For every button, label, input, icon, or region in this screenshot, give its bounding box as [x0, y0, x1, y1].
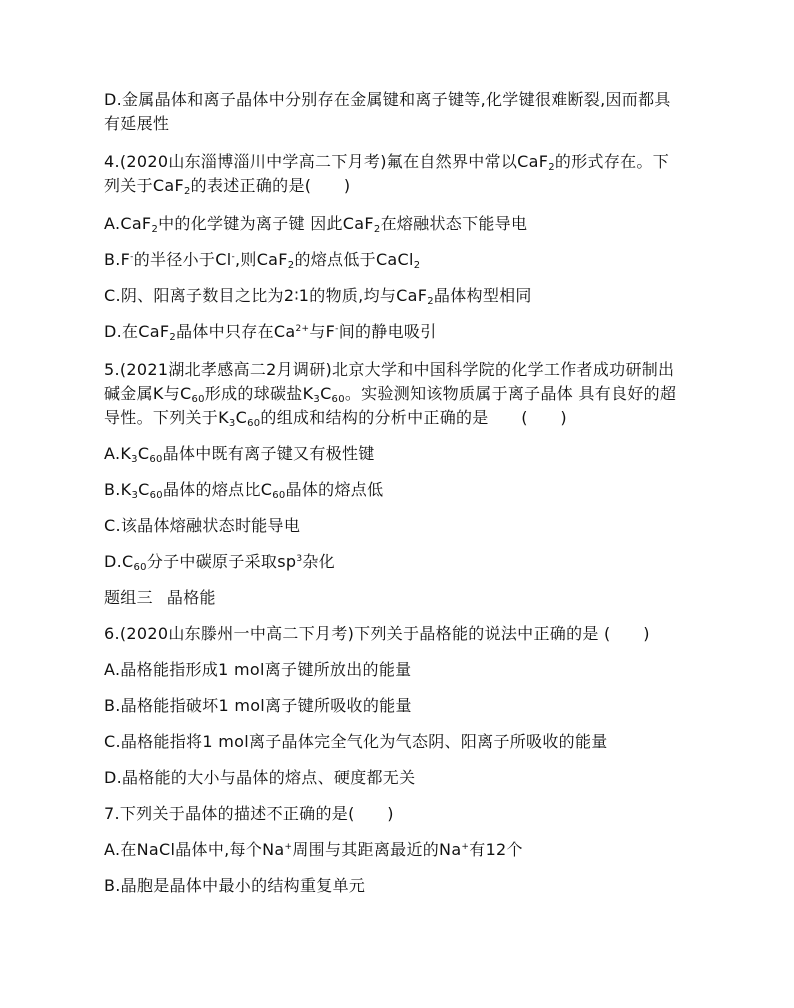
- q7-option-a[interactable]: A.在NaCl晶体中,每个Na+周围与其距离最近的Na+有12个: [104, 840, 523, 859]
- q6-option-c[interactable]: C.晶格能指将1 mol离子晶体完全气化为气态阴、阳离子所吸收的能量: [104, 732, 608, 751]
- q5-option-d[interactable]: $D.C_{60}$分子中碳原子采取$sp^3$杂化: [104, 552, 335, 573]
- q3-option-d-line2: 有延展性: [104, 114, 170, 133]
- q4-option-b[interactable]: B.F-的半径小于Cl-,则CaF$_2$的熔点低于CaCl$_2$: [104, 250, 421, 271]
- q6-option-d[interactable]: D.晶格能的大小与晶体的熔点、硬度都无关: [104, 768, 416, 787]
- q7-stem: 7.下列关于晶体的描述不正确的是( ): [104, 804, 394, 823]
- q5-option-a[interactable]: $A.K_3C_{60}$晶体中既有离子键又有极性键: [104, 444, 375, 465]
- q4-option-a[interactable]: A.CaF$_2$中的化学键为离子键 因此CaF$_2$在熔融状态下能导电: [104, 214, 528, 235]
- q5-stem-line2: 碱金属K与$C_{60}$形成的球碳盐$K_3C_{60}$。实验测知该物质属于离子晶体 具有良好的超: [104, 384, 677, 405]
- q6-option-a[interactable]: A.晶格能指形成1 mol离子键所放出的能量: [104, 660, 412, 679]
- q7-option-b[interactable]: B.晶胞是晶体中最小的结构重复单元: [104, 876, 366, 895]
- q4-stem-line1: 4.(2020山东淄博淄川中学高二下月考)氟在自然界中常以CaF$_2$的形式存在。下: [104, 152, 670, 173]
- q4-stem-line2: 列关于CaF$_2$的表述正确的是( ): [104, 176, 351, 197]
- q5-option-b[interactable]: $B.K_3C_{60}$晶体的熔点比$C_{60}$晶体的熔点低: [104, 480, 384, 501]
- q4-option-d[interactable]: D.在CaF$_2$晶体中只存在$Ca^{2+}$与F-间的静电吸引: [104, 322, 437, 343]
- group3-heading: 题组三 晶格能: [104, 588, 216, 607]
- q4-option-c[interactable]: C.阴、阳离子数目之比为2∶1的物质,均与CaF$_2$晶体构型相同: [104, 286, 532, 307]
- q5-stem-line1: 5.(2021湖北孝感高二2月调研)北京大学和中国科学院的化学工作者成功研制出: [104, 360, 675, 379]
- q5-option-c[interactable]: C.该晶体熔融状态时能导电: [104, 516, 301, 535]
- q5-stem-line3: 导性。下列关于$K_3C_{60}$的组成和结构的分析中正确的是 ( ): [104, 408, 567, 429]
- q6-stem: 6.(2020山东滕州一中高二下月考)下列关于晶格能的说法中正确的是 ( ): [104, 624, 650, 643]
- q6-option-b[interactable]: B.晶格能指破坏1 mol离子键所吸收的能量: [104, 696, 412, 715]
- q3-option-d-line1: D.金属晶体和离子晶体中分别存在金属键和离子键等,化学键很难断裂,因而都具: [104, 90, 671, 109]
